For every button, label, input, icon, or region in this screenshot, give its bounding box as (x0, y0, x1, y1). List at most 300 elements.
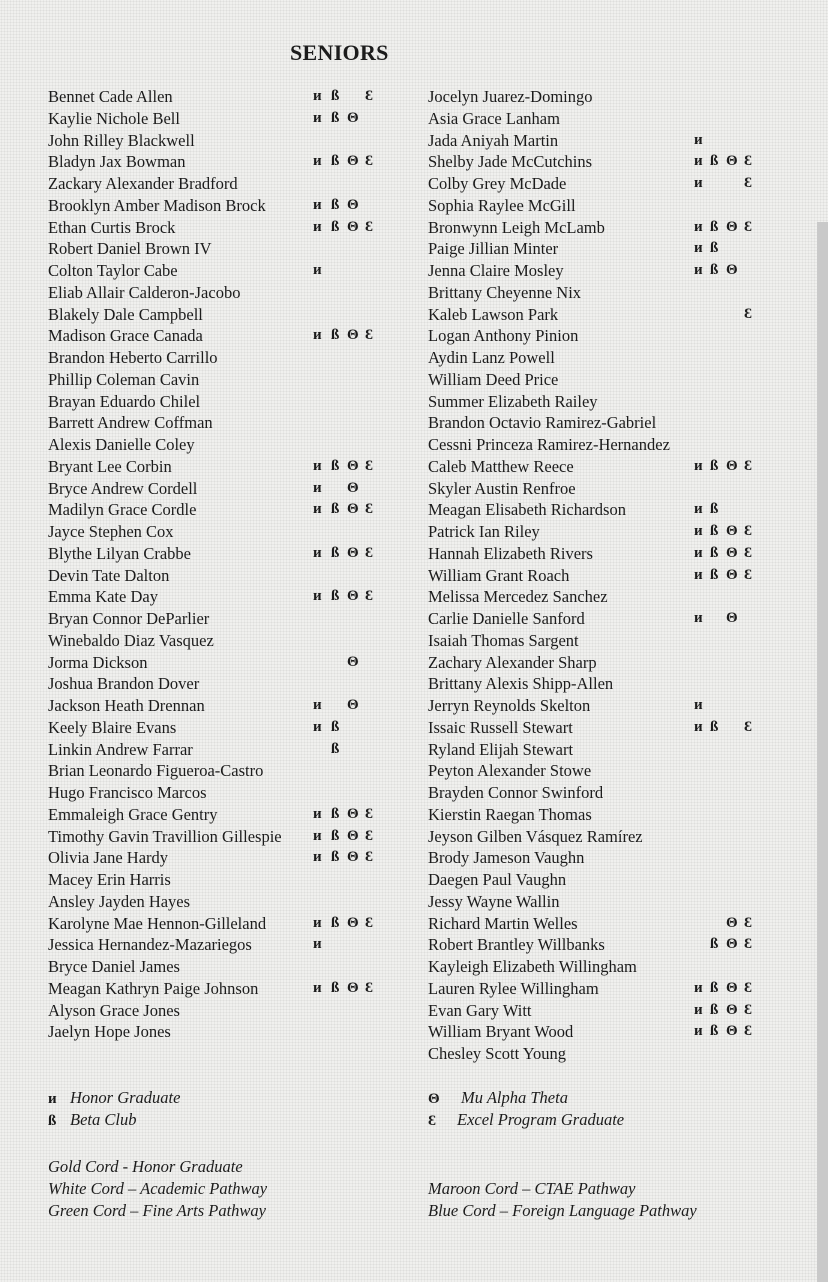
excel-program-mark: Ɛ (365, 914, 373, 931)
senior-row (48, 412, 398, 434)
beta-club-mark: ß (710, 218, 719, 235)
honor-graduate-mark: и (694, 979, 703, 996)
senior-name: Brayan Eduardo Chilel (48, 391, 201, 411)
honor-graduate-mark: и (313, 936, 322, 953)
senior-row (48, 608, 398, 630)
senior-row (428, 717, 768, 739)
mu-alpha-theta-mark: Θ (347, 805, 359, 822)
excel-program-mark: Ɛ (365, 153, 373, 170)
senior-name: Brooklyn Amber Madison Brock (48, 195, 266, 215)
senior-row (48, 260, 398, 282)
senior-row (428, 282, 768, 304)
senior-name: Jada Aniyah Martin (428, 130, 559, 150)
legend-excel (428, 1110, 624, 1130)
senior-row (428, 412, 768, 434)
senior-row (48, 86, 398, 108)
honor-graduate-mark: и (694, 218, 703, 235)
mu-alpha-theta-mark: Θ (347, 327, 359, 344)
honor-symbol: и (48, 1091, 57, 1107)
beta-club-mark: ß (710, 566, 719, 583)
senior-name: Daegen Paul Vaughn (428, 870, 567, 889)
page-title: SENIORS (290, 40, 389, 65)
senior-name: Issaic Russell Stewart (428, 717, 573, 737)
honor-graduate-mark: и (313, 457, 322, 474)
mu-alpha-theta-mark: Θ (726, 153, 738, 170)
beta-club-mark: ß (331, 501, 340, 518)
senior-row (48, 521, 398, 543)
mu-alpha-theta-mark: Θ (347, 653, 359, 670)
senior-row (48, 891, 398, 913)
excel-program-mark: Ɛ (744, 305, 752, 322)
cord-green: Green Cord – Fine Arts Pathway (48, 1201, 266, 1220)
senior-row (428, 608, 768, 630)
senior-name: Ethan Curtis Brock (48, 217, 176, 237)
senior-name: William Deed Price (428, 369, 559, 389)
senior-name: Joshua Brandon Dover (48, 674, 200, 694)
senior-name: Bennet Cade Allen (48, 87, 173, 106)
senior-row (48, 652, 398, 674)
senior-name: Peyton Alexander Stowe (428, 761, 592, 781)
senior-name: Blythe Lilyan Crabbe (48, 543, 191, 563)
senior-row (428, 521, 768, 543)
honor-graduate-mark: и (694, 544, 703, 561)
excel-program-mark: Ɛ (744, 457, 752, 474)
beta-club-mark: ß (710, 457, 719, 474)
mu-alpha-theta-mark: Θ (726, 566, 738, 583)
honor-graduate-mark: и (313, 544, 322, 561)
honor-graduate-mark: и (694, 523, 703, 539)
excel-program-mark: Ɛ (744, 1023, 752, 1040)
beta-club-mark: ß (331, 718, 340, 735)
beta-club-mark: ß (710, 718, 719, 735)
senior-name: Lauren Rylee Willingham (428, 978, 599, 998)
senior-name: Jayce Stephen Cox (48, 522, 174, 541)
cord-maroon: Maroon Cord – CTAE Pathway (428, 1179, 636, 1198)
excel-program-mark: Ɛ (744, 218, 752, 235)
senior-row (428, 847, 768, 869)
excel-program-mark: Ɛ (744, 153, 752, 170)
senior-name: Blakely Dale Campbell (48, 304, 203, 324)
senior-name: Aydin Lanz Powell (428, 348, 555, 367)
beta-club-mark: ß (331, 827, 340, 844)
excel-program-mark: Ɛ (744, 914, 752, 931)
honor-graduate-mark: и (313, 479, 322, 496)
senior-name: William Grant Roach (428, 565, 570, 585)
beta-club-mark: ß (331, 109, 340, 126)
honor-graduate-mark: и (694, 131, 703, 148)
senior-row (428, 478, 768, 500)
senior-row (48, 217, 398, 239)
senior-name: Eliab Allair Calderon-Jacobo (48, 282, 241, 302)
honor-graduate-mark: и (313, 88, 322, 104)
mu-alpha-theta-mark: Θ (726, 936, 738, 953)
senior-row (48, 978, 398, 1000)
senior-row (428, 456, 768, 478)
senior-row (48, 1000, 398, 1022)
senior-name: Jeyson Gilben Vásquez Ramírez (428, 826, 643, 846)
honor-graduate-mark: и (313, 914, 322, 931)
senior-row (428, 565, 768, 587)
senior-name: Madilyn Grace Cordle (48, 500, 197, 520)
mu-alpha-theta-mark: Θ (347, 979, 359, 996)
senior-name: Olivia Jane Hardy (48, 848, 169, 868)
excel-program-mark: Ɛ (365, 544, 373, 561)
senior-row (48, 717, 398, 739)
honor-graduate-mark: и (694, 1023, 703, 1040)
senior-name: Colby Grey McDade (428, 174, 567, 193)
senior-row (48, 108, 398, 130)
honor-graduate-mark: и (694, 457, 703, 474)
senior-row (428, 782, 768, 804)
mu-alpha-theta-mark: Θ (347, 457, 359, 474)
excel-program-mark: Ɛ (365, 827, 373, 844)
mu-alpha-theta-mark: Θ (347, 153, 359, 170)
senior-name: Linkin Andrew Farrar (48, 739, 193, 759)
excel-program-mark: Ɛ (744, 544, 752, 561)
senior-row (48, 391, 398, 413)
beta-club-mark: ß (331, 218, 340, 235)
senior-name: Logan Anthony Pinion (428, 326, 579, 346)
beta-club-mark: ß (710, 1001, 719, 1018)
senior-row (48, 695, 398, 717)
legend-honor (48, 1088, 180, 1108)
senior-row (428, 586, 768, 608)
senior-name: Brittany Alexis Shipp-Allen (428, 674, 614, 694)
honor-graduate-mark: и (313, 327, 322, 344)
senior-name: Bryant Lee Corbin (48, 456, 172, 476)
senior-name: Zackary Alexander Bradford (48, 174, 238, 193)
senior-name: Winebaldo Diaz Vasquez (48, 630, 214, 650)
beta-club-mark: ß (331, 740, 340, 757)
senior-row (48, 543, 398, 565)
legend-beta-label: Beta Club (70, 1110, 137, 1129)
senior-row (48, 434, 398, 456)
cord-list-left (48, 1156, 267, 1222)
honor-graduate-mark: и (694, 240, 703, 257)
senior-row (428, 1000, 768, 1022)
senior-name: Jessy Wayne Wallin (428, 891, 560, 911)
senior-row (428, 760, 768, 782)
excel-program-mark: Ɛ (744, 1001, 752, 1018)
senior-name: Ansley Jayden Hayes (48, 891, 191, 911)
beta-club-mark: ß (710, 262, 719, 278)
beta-club-mark: ß (331, 457, 340, 474)
senior-name: Emma Kate Day (48, 587, 158, 607)
mu-alpha-theta-mark: Θ (726, 1023, 738, 1040)
senior-row (48, 956, 398, 978)
senior-name: Jorma Dickson (48, 652, 148, 672)
honor-graduate-mark: и (313, 827, 322, 844)
excel-program-mark: Ɛ (365, 805, 373, 822)
senior-row (428, 260, 768, 282)
beta-club-mark: ß (710, 936, 719, 953)
beta-club-mark: ß (710, 1023, 719, 1040)
senior-row (48, 238, 398, 260)
beta-symbol: ß (48, 1113, 57, 1129)
mu-alpha-theta-mark: Θ (347, 479, 359, 496)
senior-row (48, 478, 398, 500)
honor-graduate-mark: и (694, 718, 703, 735)
senior-row (48, 630, 398, 652)
beta-club-mark: ß (710, 153, 719, 170)
excel-program-mark: Ɛ (365, 88, 373, 104)
senior-name: Alyson Grace Jones (48, 1000, 180, 1020)
senior-row (48, 804, 398, 826)
cord-gold: Gold Cord - Honor Graduate (48, 1157, 243, 1176)
senior-row (48, 586, 398, 608)
cord-white: White Cord – Academic Pathway (48, 1179, 268, 1198)
senior-row (428, 1043, 768, 1065)
senior-row (428, 1021, 768, 1043)
honor-graduate-mark: и (694, 262, 703, 278)
honor-graduate-mark: и (694, 610, 703, 626)
senior-row (48, 195, 398, 217)
honor-graduate-mark: и (694, 566, 703, 583)
excel-program-mark: Ɛ (365, 327, 373, 344)
honor-graduate-mark: и (694, 153, 703, 170)
senior-name: Hugo Francisco Marcos (48, 783, 207, 802)
senior-name: William Bryant Wood (428, 1022, 574, 1042)
senior-name: Caleb Matthew Reece (428, 456, 574, 476)
senior-name: Patrick Ian Riley (428, 522, 540, 541)
mu-alpha-theta-mark: Θ (347, 849, 359, 866)
honor-graduate-mark: и (313, 501, 322, 518)
beta-club-mark: ß (710, 523, 719, 539)
mu-alpha-theta-mark: Θ (726, 262, 738, 278)
mu-alpha-theta-mark: Θ (726, 218, 738, 235)
senior-name: Carlie Danielle Sanford (428, 609, 585, 628)
senior-name: Alexis Danielle Coley (48, 435, 195, 454)
senior-name: Bronwynn Leigh McLamb (428, 217, 605, 237)
honor-graduate-mark: и (694, 1001, 703, 1018)
senior-row (48, 151, 398, 173)
honor-graduate-mark: и (313, 849, 322, 866)
beta-club-mark: ß (331, 849, 340, 866)
senior-row (48, 673, 398, 695)
excel-program-mark: Ɛ (744, 523, 752, 539)
senior-name: John Rilley Blackwell (48, 130, 195, 150)
senior-name: Karolyne Mae Hennon-Gilleland (48, 913, 267, 933)
beta-club-mark: ß (710, 240, 719, 257)
senior-name: Asia Grace Lanham (428, 108, 560, 128)
honor-graduate-mark: и (313, 262, 322, 278)
excel-program-mark: Ɛ (365, 501, 373, 518)
senior-row (48, 739, 398, 761)
honor-graduate-mark: и (313, 979, 322, 996)
senior-row (48, 826, 398, 848)
senior-row (48, 325, 398, 347)
senior-name: Richard Martin Welles (428, 913, 578, 933)
senior-name: Isaiah Thomas Sargent (428, 630, 579, 650)
senior-name: Bryce Daniel James (48, 957, 180, 976)
beta-club-mark: ß (331, 327, 340, 344)
senior-row (428, 347, 768, 369)
honor-graduate-mark: и (313, 196, 322, 213)
senior-name: Skyler Austin Renfroe (428, 478, 576, 498)
senior-row (48, 456, 398, 478)
senior-row (428, 86, 768, 108)
senior-row (428, 673, 768, 695)
senior-row (428, 391, 768, 413)
senior-row (428, 934, 768, 956)
senior-name: Summer Elizabeth Railey (428, 391, 598, 411)
senior-name: Kaylie Nichole Bell (48, 108, 180, 128)
beta-club-mark: ß (331, 805, 340, 822)
senior-name: Barrett Andrew Coffman (48, 413, 213, 433)
beta-club-mark: ß (710, 501, 719, 518)
mu-alpha-theta-mark: Θ (726, 914, 738, 931)
senior-row (428, 238, 768, 260)
mu-alpha-theta-mark: Θ (347, 588, 359, 605)
senior-row (48, 369, 398, 391)
senior-row (428, 739, 768, 761)
excel-symbol: Ɛ (428, 1113, 436, 1129)
mu-alpha-theta-mark: Θ (347, 218, 359, 235)
excel-program-mark: Ɛ (365, 849, 373, 866)
mu-alpha-theta-mark: Θ (726, 544, 738, 561)
honor-graduate-mark: и (313, 218, 322, 235)
legend-mu (428, 1088, 568, 1108)
excel-program-mark: Ɛ (744, 175, 752, 191)
mu-alpha-theta-mark: Θ (726, 610, 738, 626)
beta-club-mark: ß (331, 588, 340, 605)
honor-graduate-mark: и (313, 718, 322, 735)
senior-row (428, 543, 768, 565)
legend-mu-label: Mu Alpha Theta (461, 1088, 568, 1107)
senior-row (48, 282, 398, 304)
senior-name: Robert Brantley Willbanks (428, 935, 605, 955)
mu-alpha-theta-mark: Θ (347, 196, 359, 213)
senior-row (48, 347, 398, 369)
honor-graduate-mark: и (313, 109, 322, 126)
senior-row (428, 434, 768, 456)
senior-name: Bladyn Jax Bowman (48, 152, 186, 172)
senior-row (48, 869, 398, 891)
senior-row (428, 130, 768, 152)
senior-name: Paige Jillian Minter (428, 239, 559, 259)
mu-alpha-theta-mark: Θ (347, 914, 359, 931)
honor-graduate-mark: и (313, 697, 322, 713)
senior-row (48, 782, 398, 804)
senior-name: Evan Gary Witt (428, 1000, 532, 1020)
beta-club-mark: ß (331, 88, 340, 104)
senior-row (48, 934, 398, 956)
beta-club-mark: ß (331, 979, 340, 996)
beta-club-mark: ß (710, 979, 719, 996)
senior-row (48, 1021, 398, 1043)
mu-alpha-theta-mark: Θ (347, 697, 359, 713)
scan-edge-bar (817, 222, 828, 1282)
cord-blue: Blue Cord – Foreign Language Pathway (428, 1201, 697, 1220)
senior-name: Jenna Claire Mosley (428, 261, 564, 280)
mu-alpha-theta-mark: Θ (347, 827, 359, 844)
senior-row (428, 913, 768, 935)
beta-club-mark: ß (710, 544, 719, 561)
senior-row (428, 173, 768, 195)
senior-name: Kierstin Raegan Thomas (428, 804, 592, 824)
senior-name: Kaleb Lawson Park (428, 304, 559, 324)
senior-name: Sophia Raylee McGill (428, 195, 576, 215)
senior-name: Brody Jameson Vaughn (428, 848, 585, 868)
senior-row (48, 760, 398, 782)
senior-name: Melissa Mercedez Sanchez (428, 587, 608, 607)
senior-name: Ryland Elijah Stewart (428, 739, 574, 759)
senior-name: Brayden Connor Swinford (428, 783, 604, 802)
senior-row (428, 826, 768, 848)
honor-graduate-mark: и (694, 697, 703, 713)
senior-name: Brian Leonardo Figueroa-Castro (48, 761, 264, 781)
excel-program-mark: Ɛ (744, 936, 752, 953)
excel-program-mark: Ɛ (744, 979, 752, 996)
senior-name: Brandon Heberto Carrillo (48, 348, 218, 367)
beta-club-mark: ß (331, 914, 340, 931)
excel-program-mark: Ɛ (365, 588, 373, 605)
senior-name: Brittany Cheyenne Nix (428, 282, 582, 302)
senior-row (428, 499, 768, 521)
senior-name: Bryce Andrew Cordell (48, 478, 198, 498)
senior-row (428, 956, 768, 978)
senior-row (428, 195, 768, 217)
senior-row (48, 913, 398, 935)
senior-row (428, 978, 768, 1000)
senior-name: Emmaleigh Grace Gentry (48, 804, 218, 824)
honor-graduate-mark: и (694, 175, 703, 191)
senior-name: Meagan Elisabeth Richardson (428, 500, 626, 520)
senior-name: Keely Blaire Evans (48, 717, 177, 737)
senior-row (428, 695, 768, 717)
senior-row (48, 173, 398, 195)
senior-name: Hannah Elizabeth Rivers (428, 543, 593, 563)
senior-row (48, 847, 398, 869)
senior-row (48, 130, 398, 152)
senior-name: Colton Taylor Cabe (48, 261, 178, 280)
senior-name: Robert Daniel Brown IV (48, 239, 212, 259)
cord-list-right (428, 1178, 697, 1222)
senior-row (428, 869, 768, 891)
senior-name: Kayleigh Elizabeth Willingham (428, 957, 637, 976)
mu-alpha-theta-mark: Θ (347, 501, 359, 518)
mu-alpha-theta-mark: Θ (726, 523, 738, 539)
senior-name: Jaelyn Hope Jones (48, 1022, 171, 1042)
beta-club-mark: ß (331, 153, 340, 170)
senior-name: Meagan Kathryn Paige Johnson (48, 978, 259, 998)
excel-program-mark: Ɛ (365, 979, 373, 996)
senior-name: Chesley Scott Young (428, 1044, 566, 1063)
honor-graduate-mark: и (313, 153, 322, 170)
senior-name: Phillip Coleman Cavin (48, 369, 200, 389)
honor-graduate-mark: и (313, 805, 322, 822)
mu-alpha-theta-mark: Θ (726, 457, 738, 474)
senior-name: Devin Tate Dalton (48, 565, 170, 585)
senior-list-right (428, 86, 768, 1065)
mu-alpha-theta-mark: Θ (347, 109, 359, 126)
senior-row (428, 891, 768, 913)
excel-program-mark: Ɛ (365, 457, 373, 474)
senior-name: Timothy Gavin Travillion Gillespie (48, 826, 282, 846)
senior-name: Shelby Jade McCutchins (428, 152, 593, 172)
excel-program-mark: Ɛ (365, 218, 373, 235)
senior-name: Zachary Alexander Sharp (428, 652, 597, 672)
mu-alpha-theta-mark: Θ (726, 1001, 738, 1018)
senior-list-left (48, 86, 398, 1043)
mu-alpha-theta-mark: Θ (726, 979, 738, 996)
honor-graduate-mark: и (313, 588, 322, 605)
senior-row (48, 499, 398, 521)
senior-name: Brandon Octavio Ramirez-Gabriel (428, 413, 657, 433)
senior-name: Macey Erin Harris (48, 870, 171, 889)
senior-row (428, 217, 768, 239)
senior-row (428, 804, 768, 826)
